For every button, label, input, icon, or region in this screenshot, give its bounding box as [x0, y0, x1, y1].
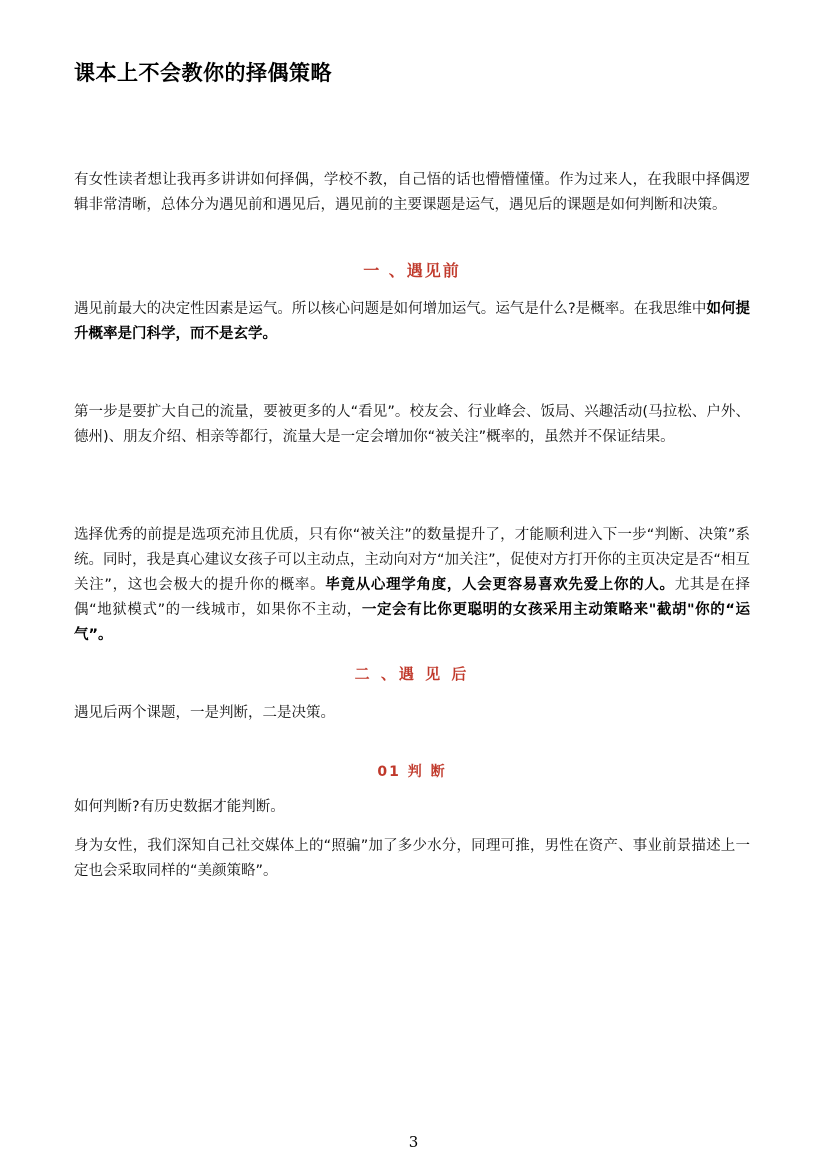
proactive-paragraph-emphasis-1: 毕竟从心理学角度，人会更容易喜欢先爱上你的人。	[325, 577, 675, 593]
page-number: 3	[408, 1133, 419, 1151]
traffic-paragraph: 第一步是要扩大自己的流量，要被更多的人“看见”。校友会、行业峰会、饭局、兴趣活动(马拉松、户外、德州)、朋友介绍、相亲等都行，流量大是一定会增加你“被关注”概率的，虽然并不保证结果。	[74, 404, 750, 445]
proactive-paragraph	[74, 523, 750, 648]
judgement-paragraph-1: 如何判断?有历史数据才能判断。	[74, 799, 285, 815]
after-meeting-intro: 遇见后两个课题，一是判断，二是决策。	[74, 705, 335, 721]
judgement-paragraph-2: 身为女性，我们深知自己社交媒体上的“照骗”加了多少水分，同理可推，男性在资产、事业前景描述上一定也会采取同样的“美颜策略”。	[74, 838, 750, 879]
intro-paragraph: 有女性读者想让我再多讲讲如何择偶，学校不教，自己悟的话也懵懵懂懂。作为过来人，在我眼中择偶逻辑非常清晰，总体分为遇见前和遇见后，遇见前的主要课题是运气，遇见后的课题是如何判断和决策。	[74, 172, 750, 213]
proactive-paragraph-emphasis-2: 一定会有比你更聪明的女孩采用主动策略来"截胡"你的“运气”。	[74, 602, 750, 643]
proactive-paragraph-text-1: 选择优秀的前提是选项充沛且优质，只有你“被关注”的数量提升了，才能顺利进入下一步“判断、决策”系统。同时，我是真心建议女孩子可以主动点，主动向对方“加关注”，促使对方打开你的主页决定是否“相互关注”，这也会极大的提升你的概率。	[74, 527, 750, 593]
section-heading-after-meeting: 二 、遇 见 后	[354, 665, 470, 683]
luck-paragraph-text: 遇见前最大的决定性因素是运气。所以核心问题是如何增加运气。运气是什么?是概率。在我思维中	[74, 301, 707, 317]
subsection-heading-judgement: 01 判 断	[377, 764, 447, 780]
luck-paragraph-emphasis: 如何提升概率是门科学，而不是玄学。	[74, 301, 750, 342]
luck-paragraph	[74, 297, 750, 347]
proactive-paragraph-text-2: 尤其是在择偶“地狱模式”的一线城市，如果你不主动，	[74, 577, 751, 618]
section-heading-before-meeting: 一 、遇见前	[363, 261, 461, 280]
page-title: 课本上不会教你的择偶策略	[74, 61, 332, 85]
